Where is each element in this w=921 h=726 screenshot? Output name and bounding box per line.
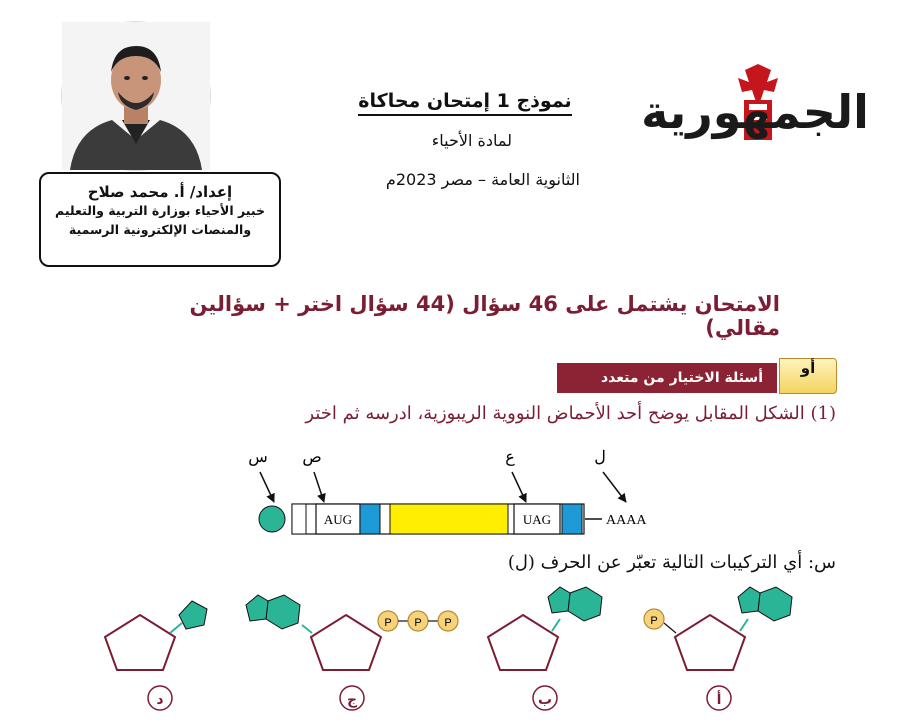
question-2: س: أي التركيبات التالية تعبّر عن الحرف (ل): [507, 552, 836, 573]
svg-text:P: P: [384, 617, 392, 629]
option-d-marker[interactable]: [148, 686, 172, 710]
option-c-marker[interactable]: [340, 686, 364, 710]
label-ain: ع: [505, 447, 515, 466]
answer-options: [0, 585, 921, 726]
option-c-structure: [246, 595, 458, 670]
arrow-s: [260, 472, 274, 502]
exam-info: الامتحان يشتمل على 46 سؤال (44 سؤال اختر + سؤالين مقالي): [189, 292, 780, 340]
author-role-line1: خبير الأحياء بوزارة التربية والتعليم: [55, 203, 265, 218]
option-b-structure: [488, 587, 602, 670]
option-d-base: [179, 601, 207, 629]
option-a-sugar: [675, 615, 745, 670]
svg-text:P: P: [414, 617, 422, 629]
option-b-base-hex: [568, 587, 602, 621]
option-d-structure: [105, 601, 207, 670]
option-a-structure: [644, 587, 792, 670]
option-a-marker[interactable]: [707, 686, 731, 710]
year-line: الثانوية العامة – مصر 2023م: [385, 170, 580, 189]
question-1: (1) الشكل المقابل يوضح أحد الأحماض النووية الريبوزية، ادرسه ثم اختر: [305, 403, 836, 424]
exam-title: [330, 90, 600, 112]
label-sad: ص: [302, 447, 322, 466]
mrna-diagram: [240, 440, 680, 545]
author-box: [39, 172, 281, 267]
option-c-label: ج: [346, 692, 358, 708]
exam-title-text: نموذج 1 إمتحان محاكاة: [358, 90, 571, 116]
option-a-label: أ: [716, 692, 722, 708]
svg-text:P: P: [444, 617, 452, 629]
option-b-base-pent: [548, 587, 570, 613]
option-b-marker[interactable]: [533, 686, 557, 710]
option-d-label: د: [156, 692, 164, 708]
blue-segment-1: [360, 504, 380, 534]
subject-text: لمادة الأحياء: [431, 131, 512, 150]
label-s: س: [248, 447, 268, 466]
option-b-label: ب: [537, 692, 553, 708]
author-photo: [61, 21, 211, 171]
yellow-segment: [390, 504, 508, 534]
svg-text:P: P: [650, 615, 658, 627]
start-codon: AUG: [323, 512, 353, 527]
cap-circle: [259, 506, 285, 532]
arrow-sad: [314, 472, 324, 502]
option-d-sugar: [105, 615, 175, 670]
stop-codon: UAG: [522, 512, 552, 527]
poly-a-tail: AAAA: [606, 513, 647, 528]
blue-segment-2: [562, 504, 582, 534]
logo-text: الجمهورية: [641, 85, 869, 139]
arrow-lam: [603, 472, 626, 502]
leader-segment: [292, 504, 306, 534]
section-label: أسئلة الاختيار من متعدد: [557, 363, 777, 393]
newspaper-logo: [641, 62, 869, 152]
option-a-base-hex: [758, 587, 792, 621]
subject-line: [330, 131, 600, 150]
label-lam: ل: [594, 447, 606, 466]
arrow-ain: [512, 472, 526, 502]
section-badge: أو: [779, 358, 837, 394]
option-c-base-pent: [246, 595, 268, 621]
author-role-line2: والمنصات الإلكترونية الرسمية: [68, 222, 252, 237]
option-a-base-pent: [738, 587, 760, 613]
option-b-sugar: [488, 615, 558, 670]
author-name: إعداد/ أ. محمد صلاح: [87, 183, 233, 201]
option-c-base-hex: [266, 595, 300, 629]
option-c-sugar: [311, 615, 381, 670]
